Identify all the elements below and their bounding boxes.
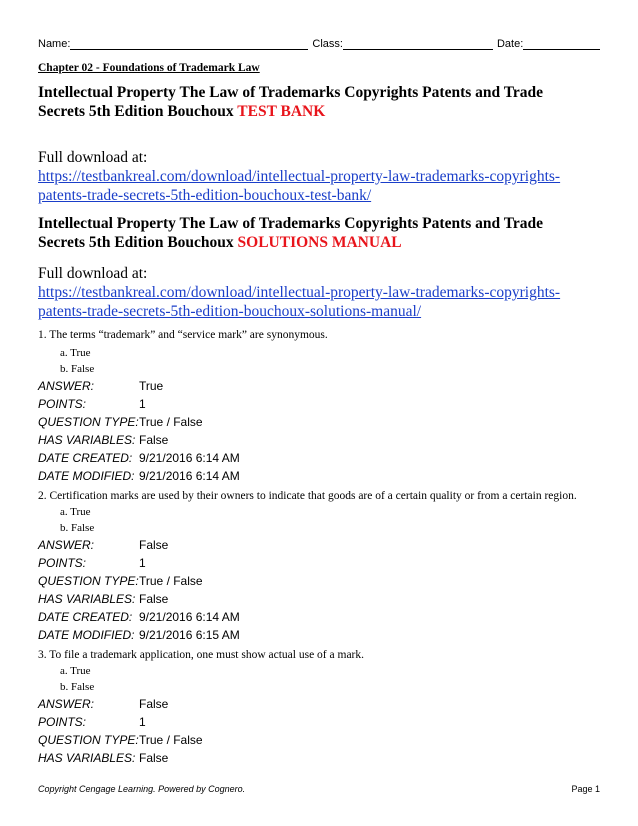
test-bank-link-line2[interactable]: patents-trade-secrets-5th-edition-bouchoux-test-bank/ — [38, 187, 372, 204]
has-variables-label: HAS VARIABLES: — [38, 592, 136, 606]
date-label: Date: — [496, 38, 524, 50]
answer-label: ANSWER: — [38, 379, 95, 393]
test-bank-tag: TEST BANK — [237, 103, 326, 120]
question-3-option-a: a. True — [60, 665, 91, 677]
date-created-label: DATE CREATED: — [38, 451, 133, 465]
points-value: 1 — [139, 715, 146, 729]
solutions-tag: SOLUTIONS MANUAL — [237, 234, 402, 251]
page-number: Page 1 — [571, 784, 600, 794]
question-3 — [38, 649, 608, 661]
test-bank-title-line1: Intellectual Property The Law of Trademarks Copyrights Patents and Trade — [38, 84, 544, 101]
question-type-label: QUESTION TYPE: — [38, 574, 139, 588]
name-label: Name: — [38, 38, 71, 50]
question-number: 1. — [38, 329, 47, 341]
question-1-option-b: b. False — [60, 363, 95, 375]
date-created-value: 9/21/2016 6:14 AM — [139, 610, 240, 624]
solutions-link-line2[interactable]: patents-trade-secrets-5th-edition-bouchoux-solutions-manual/ — [38, 303, 422, 320]
answer-value: True — [139, 379, 164, 393]
test-bank-title — [38, 83, 598, 121]
points-label: POINTS: — [38, 715, 87, 729]
question-type-label: QUESTION TYPE: — [38, 733, 139, 747]
question-number: 3. — [38, 649, 47, 661]
question-1-option-a: a. True — [60, 347, 91, 359]
has-variables-label: HAS VARIABLES: — [38, 751, 136, 765]
question-type-value: True / False — [139, 415, 203, 429]
date-created-label: DATE CREATED: — [38, 610, 133, 624]
question-type-value: True / False — [139, 574, 203, 588]
question-type-label: QUESTION TYPE: — [38, 415, 139, 429]
test-bank-title-line2: Secrets 5th Edition Bouchoux TEST BANK — [38, 103, 326, 120]
question-type-value: True / False — [139, 733, 203, 747]
date-modified-value: 9/21/2016 6:15 AM — [139, 628, 240, 642]
class-label: Class: — [312, 38, 343, 50]
date-modified-label: DATE MODIFIED: — [38, 469, 135, 483]
has-variables-value: False — [139, 433, 169, 447]
has-variables-value: False — [139, 592, 169, 606]
question-2-option-a: a. True — [60, 506, 91, 518]
test-bank-link-line1[interactable]: https://testbankreal.com/download/intellectual-property-law-trademarks-copyrights- — [38, 168, 561, 185]
date-created-value: 9/21/2016 6:14 AM — [139, 451, 240, 465]
test-bank-download — [38, 148, 598, 205]
points-value: 1 — [139, 556, 146, 570]
has-variables-value: False — [139, 751, 169, 765]
question-1 — [38, 329, 608, 341]
test-bank-download-label: Full download at: — [38, 149, 148, 166]
date-modified-label: DATE MODIFIED: — [38, 628, 135, 642]
question-number: 2. — [38, 490, 47, 502]
has-variables-label: HAS VARIABLES: — [38, 433, 136, 447]
answer-label: ANSWER: — [38, 538, 95, 552]
solutions-title-line1: Intellectual Property The Law of Trademarks Copyrights Patents and Trade — [38, 215, 544, 232]
class-line — [343, 38, 493, 50]
question-text: The terms “trademark” and “service mark” are synonymous. — [49, 329, 328, 341]
question-text: Certification marks are used by their owners to indicate that goods are of a certain quality or from a certain region. — [49, 490, 577, 502]
copyright-text: Copyright Cengage Learning. Powered by Cognero. — [38, 784, 246, 794]
name-line — [70, 38, 308, 50]
solutions-title-line2: Secrets 5th Edition Bouchoux SOLUTIONS MANUAL — [38, 234, 402, 251]
question-2 — [38, 490, 608, 502]
answer-value: False — [139, 697, 169, 711]
points-value: 1 — [139, 397, 146, 411]
date-line — [523, 38, 600, 50]
chapter-title: Chapter 02 - Foundations of Trademark Law — [38, 62, 260, 74]
solutions-link-line1[interactable]: https://testbankreal.com/download/intellectual-property-law-trademarks-copyrights- — [38, 284, 561, 301]
points-label: POINTS: — [38, 556, 87, 570]
question-3-option-b: b. False — [60, 681, 95, 693]
date-modified-value: 9/21/2016 6:14 AM — [139, 469, 240, 483]
solutions-download — [38, 264, 598, 321]
question-text: To file a trademark application, one must show actual use of a mark. — [49, 649, 364, 661]
question-2-option-b: b. False — [60, 522, 95, 534]
answer-label: ANSWER: — [38, 697, 95, 711]
answer-value: False — [139, 538, 169, 552]
solutions-title — [38, 214, 598, 252]
solutions-download-label: Full download at: — [38, 265, 148, 282]
points-label: POINTS: — [38, 397, 87, 411]
student-info-header — [38, 38, 600, 50]
